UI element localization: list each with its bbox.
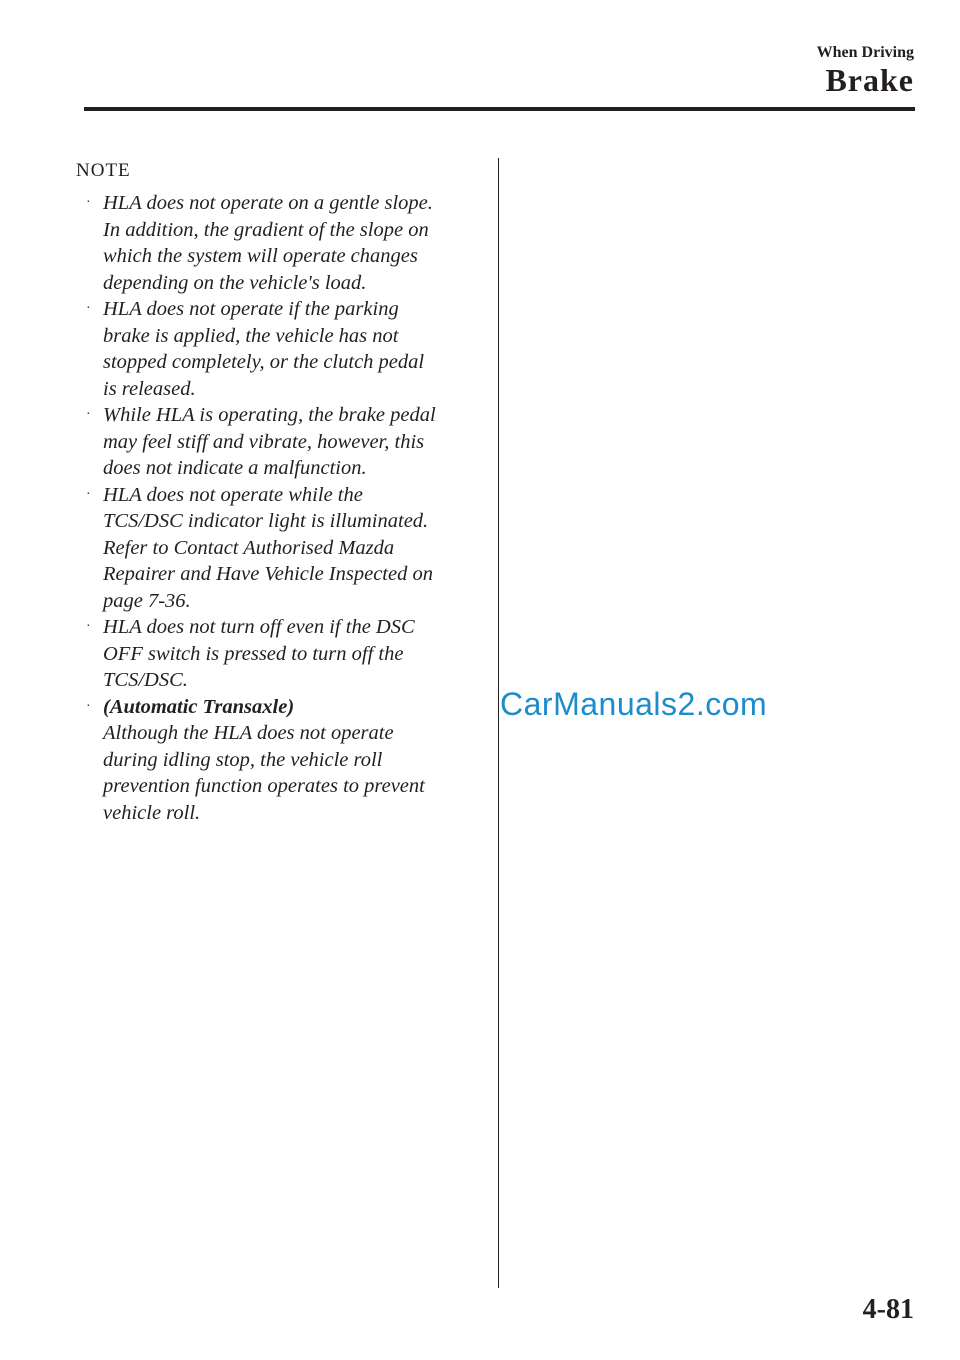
watermark: CarManuals2.com bbox=[500, 686, 768, 722]
note-line: Although the HLA does not operate bbox=[103, 722, 394, 744]
note-item bbox=[76, 190, 476, 296]
note-item-text bbox=[103, 614, 476, 694]
note-line: may feel stiff and vibrate, however, this bbox=[103, 430, 425, 453]
note-line: TCS/DSC. bbox=[103, 669, 188, 691]
note-list bbox=[76, 190, 476, 826]
bullet-dot-icon: · bbox=[86, 407, 91, 422]
note-line: HLA does not operate if the parking bbox=[103, 298, 399, 320]
note-line: prevention function operates to prevent bbox=[103, 775, 425, 797]
note-line: TCS/DSC indicator light is illuminated. bbox=[103, 510, 429, 532]
column-divider bbox=[498, 158, 499, 1288]
note-line: OFF switch is pressed to turn off the bbox=[103, 642, 404, 665]
note-line: brake is applied, the vehicle has not bbox=[103, 324, 399, 347]
bullet-dot-icon: · bbox=[86, 195, 91, 210]
note-item bbox=[76, 402, 476, 482]
note-line: HLA does not turn off even if the DSC bbox=[103, 616, 415, 638]
note-item bbox=[76, 296, 476, 402]
bullet-dot-icon: · bbox=[86, 698, 91, 714]
note-line: HLA does not operate on a gentle slope. bbox=[103, 192, 433, 214]
note-line: page 7-36. bbox=[103, 589, 191, 612]
bullet-dot-icon: · bbox=[86, 619, 91, 634]
note-item-text bbox=[103, 190, 476, 296]
header-rule bbox=[84, 107, 915, 111]
bullet-dot-icon: · bbox=[86, 301, 91, 316]
section-label: When Driving bbox=[816, 44, 914, 61]
note-block bbox=[76, 160, 476, 826]
note-line: Refer to Contact Authorised Mazda bbox=[103, 536, 395, 559]
note-item-text bbox=[103, 482, 476, 615]
note-item-text bbox=[103, 402, 476, 482]
note-line: HLA does not operate while the bbox=[103, 483, 363, 506]
note-line: Repairer and Have Vehicle Inspected on bbox=[103, 563, 433, 585]
note-heading: NOTE bbox=[76, 160, 131, 181]
note-item bbox=[76, 614, 476, 694]
note-line: vehicle roll. bbox=[103, 801, 201, 824]
note-line: which the system will operate changes bbox=[103, 245, 418, 267]
bullet-dot-icon: · bbox=[86, 486, 91, 502]
note-item bbox=[76, 482, 476, 615]
note-line: While HLA is operating, the brake pedal bbox=[103, 404, 436, 426]
note-item bbox=[76, 694, 476, 827]
note-item-text bbox=[103, 694, 476, 827]
note-item-text bbox=[103, 296, 476, 402]
chapter-title: Brake bbox=[825, 62, 914, 98]
page-number: 4-81 bbox=[862, 1294, 914, 1325]
note-line: is released. bbox=[103, 377, 196, 400]
note-line: (Automatic Transaxle) bbox=[103, 695, 295, 718]
note-line: In addition, the gradient of the slope on bbox=[103, 218, 429, 241]
note-line: depending on the vehicle's load. bbox=[103, 271, 367, 294]
note-line: during idling stop, the vehicle roll bbox=[103, 748, 383, 771]
note-line: stopped completely, or the clutch pedal bbox=[103, 351, 425, 373]
note-line: does not indicate a malfunction. bbox=[103, 457, 367, 479]
